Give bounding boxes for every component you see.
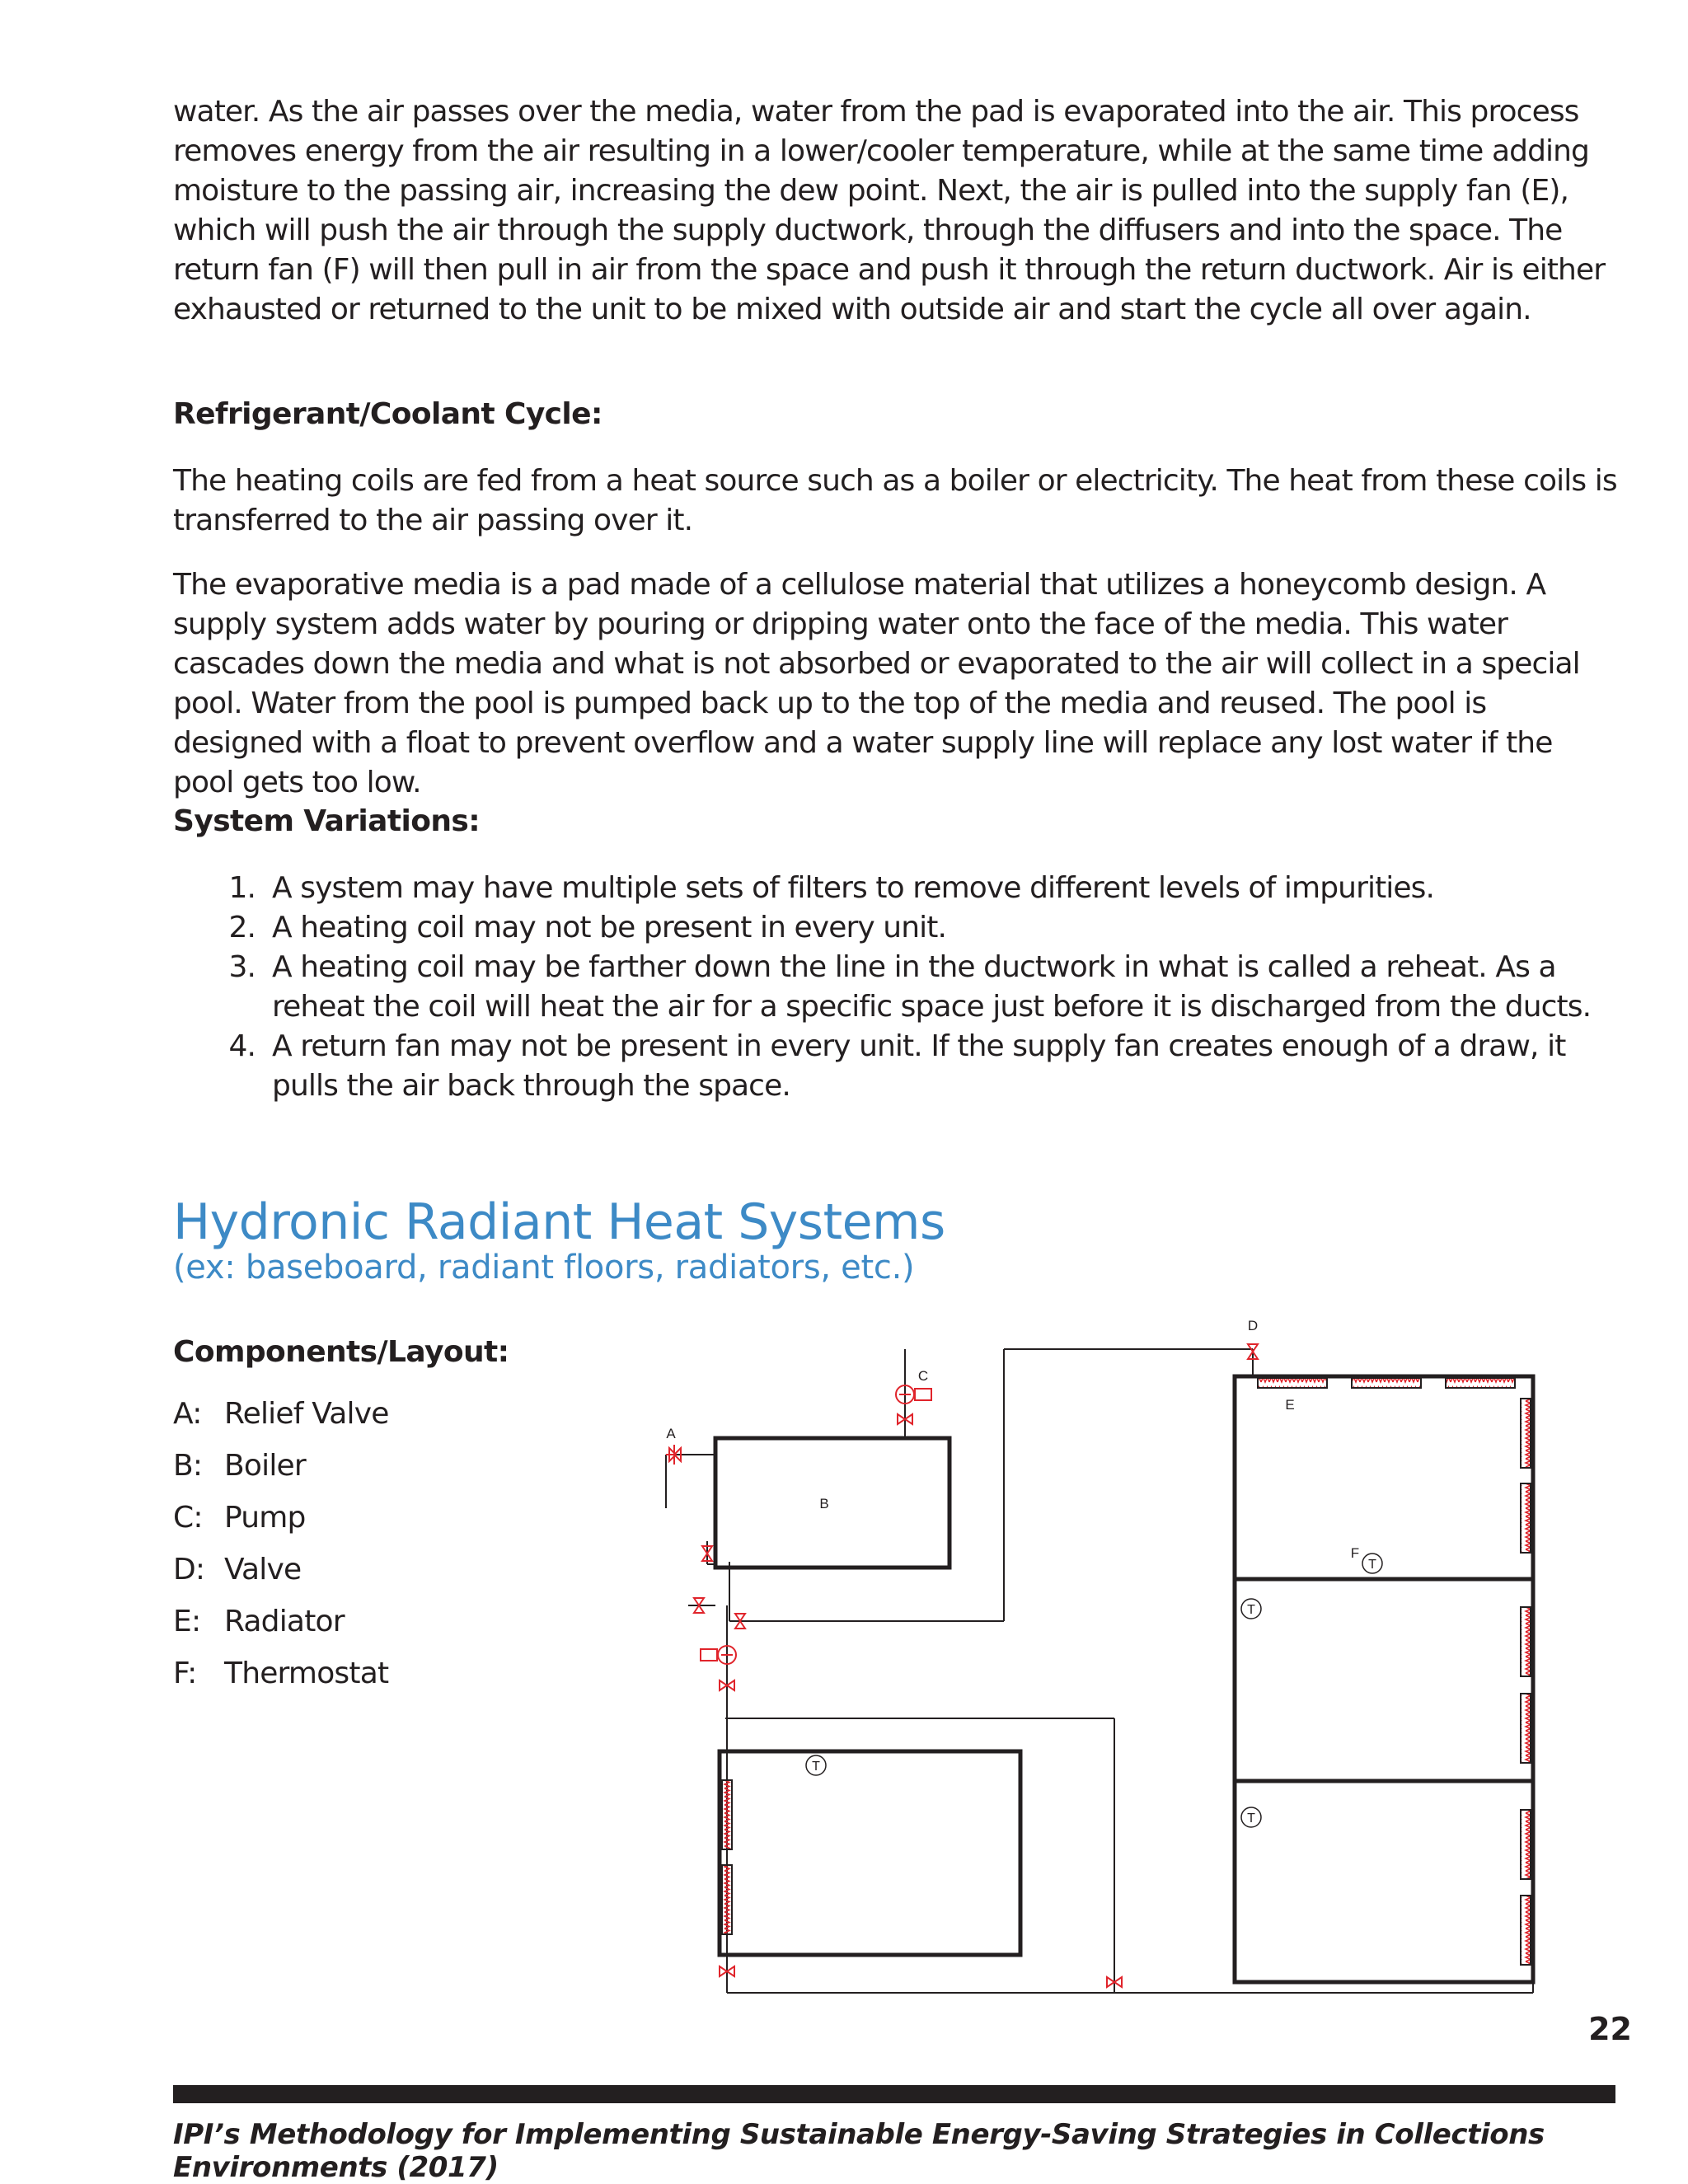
radiator-icon: [722, 1780, 732, 1849]
label-d: D: [1247, 1318, 1259, 1333]
legend-item: D: Valve: [173, 1553, 302, 1586]
list-item: 1. A system may have multiple sets of filters to remove different levels of impurities.: [228, 871, 1435, 905]
components-heading: Components/Layout:: [173, 1335, 509, 1369]
boiler: [715, 1438, 950, 1568]
label-f: F: [1350, 1545, 1360, 1561]
refrigerant-paragraph-1: The heating coils are fed from a heat source such as a boiler or electricity. The heat from these coils is transferred to the air passing over it.: [173, 464, 1617, 537]
radiator-icon: [1521, 1896, 1531, 1965]
radiator-icon: [1521, 1694, 1531, 1763]
radiator-icon: [1521, 1607, 1531, 1676]
variations-heading: System Variations:: [173, 804, 480, 838]
legend-item: B: Boiler: [173, 1449, 306, 1483]
thermostat-icon: [1362, 1554, 1382, 1573]
piping: [666, 1349, 1533, 1993]
radiator-icon: [1258, 1378, 1327, 1388]
list-item: 3. A heating coil may be farther down the line in the ductwork in what is called a reheat. As a reheat the coil will heat the air for a specific space just before it is discharged from the ducts.: [228, 950, 1592, 1024]
page-number: 22: [1588, 2011, 1632, 2047]
legend-item: F: Thermostat: [173, 1657, 389, 1690]
label-e: E: [1285, 1397, 1295, 1413]
list-item: 2. A heating coil may not be present in every unit.: [228, 911, 947, 944]
footer-bar: [173, 2085, 1615, 2103]
radiator-icon: [722, 1865, 732, 1934]
room-right: [1235, 1376, 1533, 1982]
legend-item: A: Relief Valve: [173, 1397, 389, 1431]
section-subtitle: (ex: baseboard, radiant floors, radiators, etc.): [173, 1249, 915, 1286]
thermostat-icon: [1241, 1599, 1261, 1619]
pump-icon: [701, 1646, 736, 1664]
legend-item: C: Pump: [173, 1501, 306, 1535]
list-item: 4. A return fan may not be present in every unit. If the supply fan creates enough of a draw, it pulls the air back through the space.: [228, 1029, 1566, 1103]
thermostats: [806, 1554, 1382, 1827]
radiator-icon: [1521, 1399, 1531, 1468]
section-title: Hydronic Radiant Heat Systems: [173, 1193, 945, 1251]
thermostat-icon: [1241, 1807, 1261, 1827]
radiator-icon: [1521, 1483, 1531, 1553]
pump-icon-c: [896, 1385, 931, 1404]
thermostat-symbol: T: [812, 1760, 820, 1774]
radiator-icon: [1352, 1378, 1421, 1388]
valves: [666, 1344, 1258, 1987]
thermostat-icon: [806, 1755, 826, 1775]
radiator-icon: [1521, 1810, 1531, 1879]
label-c: C: [917, 1368, 929, 1384]
thermostat-symbol: T: [1247, 1811, 1255, 1825]
legend-item: E: Radiator: [173, 1605, 345, 1638]
refrigerant-paragraph-2: The evaporative media is a pad made of a cellulose material that utilizes a honeycomb design. A supply system adds water by pouring or dripping water onto the face of the media. This water cascades down the media and what is not absorbed or evaporated to the air will collect in a special pool. Water from the pool is pumped back up to the top of the media and reused. The pool is designed with a float to prevent overflow and a water supply line will replace any lost water if the pool gets too low.: [173, 568, 1580, 799]
thermostat-symbol: T: [1368, 1558, 1376, 1572]
intro-paragraph: water. As the air passes over the media, water from the pad is evaporated into the air. This process removes energy from the air resulting in a lower/cooler temperature, while at the same time adding moisture to the passing air, increasing the dew point. Next, the air is pulled into the supply fan (E), which will push the air through the supply ductwork, through the diffusers and into the space. The return fan (F) will then pull in air from the space and push it through the return ductwork. Air is either exhausted or returned to the unit to be mixed with outside air and start the cycle all over again.: [173, 95, 1606, 326]
label-a: A: [666, 1426, 676, 1441]
pumps: [701, 1385, 931, 1664]
label-b: B: [819, 1496, 829, 1511]
room-lower-left: [720, 1751, 1020, 1955]
refrigerant-heading: Refrigerant/Coolant Cycle:: [173, 397, 603, 431]
radiators: [722, 1378, 1531, 1965]
thermostat-symbol: T: [1247, 1603, 1255, 1617]
radiator-icon: [1446, 1378, 1515, 1388]
footer-text: IPI’s Methodology for Implementing Sustainable Energy-Saving Strategies in Collections Environments (2017): [173, 2118, 1545, 2184]
